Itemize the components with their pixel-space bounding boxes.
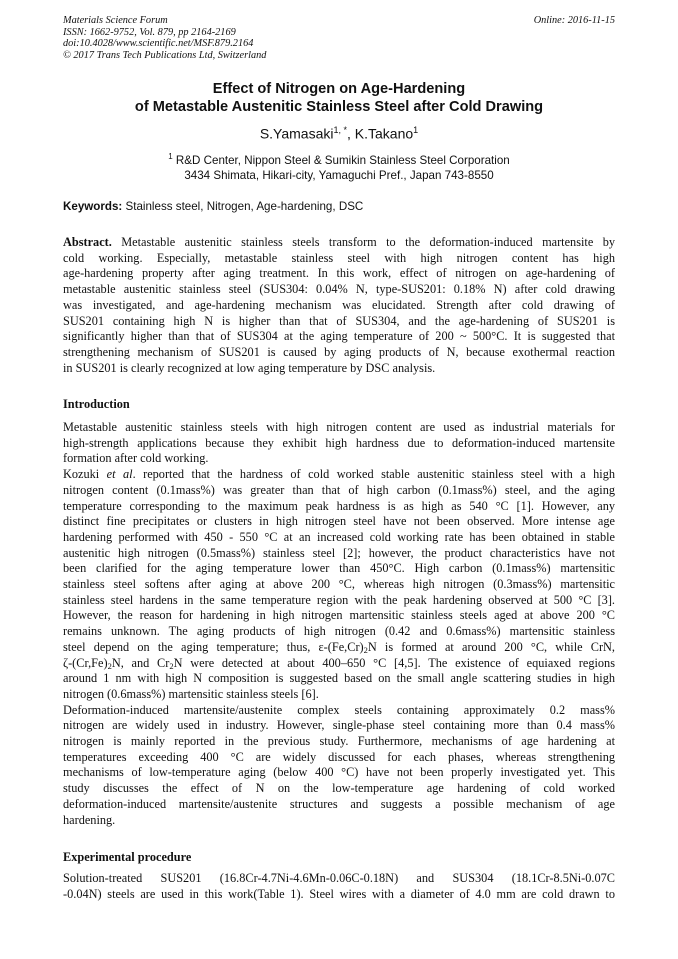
- copyright-line: © 2017 Trans Tech Publications Ltd, Switzerland: [63, 49, 267, 61]
- introduction-body: [63, 420, 615, 828]
- intro-line: steel depend on the aging temperature; thus, $\varepsilon-(Fe,Cr)_2N$ is formed at around 200 °C, while CrN,: [63, 639, 615, 655]
- issn-line: ISSN: 1662-9752, Vol. 879, pp 2164-2169: [63, 26, 236, 38]
- intro-line: nitrogen content (0.1mass%) was greater than that of high carbon (0.1mass%) steel, and the aging: [63, 482, 615, 497]
- title-line-1: Effect of Nitrogen on Age-Hardening: [212, 81, 466, 97]
- intro-line: around 1 nm with high N composition is suggested based on the small angle scattering studies in high: [63, 671, 615, 686]
- intro-line: Metastable austenitic stainless steels with high nitrogen content are used as industrial materials for: [63, 420, 615, 434]
- journal-header: [63, 15, 266, 61]
- intro-line: nitrogen is mainly reported in the previous study. Furthermore, mechanisms of age hardening at: [63, 734, 615, 749]
- online-date: Online: 2016-11-15: [533, 15, 615, 26]
- author-1-affil-mark: 1, *: [333, 125, 347, 135]
- intro-line: remains unknown. The aging products of high nitrogen (0.42 and 0.6mass%) martensitic stainless: [63, 624, 615, 639]
- intro-line: high-strength applications because they exhibit high hardness due to deformation-induced martensite: [63, 435, 615, 450]
- intro-line: study discusses the effect of N on the low-temperature age hardening of cold worked: [63, 781, 615, 796]
- exp-line: Solution-treated SUS201 (16.8Cr-4.7Ni-4.6Mn-0.06C-0.18N) and SUS304 (18.1Cr-8.5Ni-0.07C: [63, 871, 615, 885]
- intro-line: temperature corresponding to the maximum peak hardness is as high as 540 °C [1]. However, any: [63, 498, 615, 513]
- abstract-line: in SUS201 is clearly recognized at low aging temperature by DSC analysis.: [63, 360, 436, 375]
- affil-mark: 1: [168, 152, 173, 161]
- intro-line: stainless steel hardens in the same temperature region with the peak hardening observed at 500 °C [3].: [63, 592, 615, 607]
- section-heading-introduction: Introduction: [63, 397, 130, 411]
- paper-title: [40, 80, 638, 116]
- keywords: [63, 199, 615, 214]
- intro-line: mechanisms of low-temperature aging (below 400 °C) have not been properly investigated yet. This: [63, 765, 615, 780]
- intro-line: hardening.: [63, 812, 116, 827]
- abstract-line: Abstract. Metastable austenitic stainless steels transform to the deformation-induced martensite by: [63, 235, 615, 249]
- title-line-2: of Metastable Austenitic Stainless Steel after Cold Drawing: [134, 99, 544, 115]
- abstract-label: Abstract.: [63, 235, 112, 249]
- abstract-line: significantly higher than that of SUS304 at the aging temperature of 200 ~ 500°C. It is suggested that: [63, 329, 615, 344]
- etal-italic: et al: [106, 467, 133, 482]
- intro-line: Kozuki et al. reported that the hardness of cold worked stable austenitic stainless steel with a high: [63, 467, 616, 482]
- author-2[interactable]: K.Takano: [354, 125, 414, 142]
- intro-line: distinct fine precipitates or clusters in high nitrogen steel have not been observed. More intense age: [63, 514, 615, 529]
- keywords-text: Stainless steel, Nitrogen, Age-hardening, DSC: [122, 200, 364, 213]
- intro-line: hardening performed with 450 - 550 °C at an increased cold working rate has been obtained in stable: [63, 529, 615, 544]
- intro-line: nitrogen are widely used in industry. However, single-phase steel containing more than 0.4 mass%: [63, 718, 615, 733]
- author-2-affil-mark: 1: [413, 125, 419, 135]
- intro-line: temperatures exceeding 400 °C are widely discussed for each phases, whereas strengthening: [63, 749, 615, 764]
- abstract-line: SUS201 containing high N is higher than that of SUS304, and the age-hardening of SUS201 is: [63, 313, 615, 328]
- abstract-line: metastable austenitic stainless steel (SUS304: 0.04% N, type-SUS201: 0.18% N) after cold drawing: [63, 282, 615, 297]
- author-1[interactable]: S.Yamasaki: [259, 125, 334, 142]
- author-list: [40, 121, 638, 143]
- journal-name: Materials Science Forum: [63, 15, 168, 26]
- experimental-body: [63, 871, 615, 902]
- exp-line: -0.04N) steels are used in this work(Table 1). Steel wires with a diameter of 4.0 mm are cold drawn to: [63, 886, 615, 901]
- intro-line: nitrogen (0.6mass%) martensitic stainless steels [6].: [63, 686, 319, 701]
- affil-line-1: R&D Center, Nippon Steel & Sumikin Stainless Steel Corporation: [172, 153, 510, 167]
- intro-line: Deformation-induced martensite/austenite complex steels containing approximately 0.2 mass%: [63, 702, 615, 717]
- author-separator: ,: [347, 125, 355, 142]
- abstract-line: was investigated, and age-hardening mechanism was elucidated. Strength after cold drawing of: [63, 297, 615, 312]
- intro-line: formation after cold working.: [63, 451, 209, 466]
- abstract: [63, 235, 615, 376]
- doi-line[interactable]: doi:10.4028/www.scientific.net/MSF.879.2164: [63, 38, 254, 50]
- abstract-line: age-hardening property after aging treatment. In this work, effect of nitrogen on age-hardening of: [63, 266, 615, 281]
- intro-line: $\zeta-(Cr,Fe)_2N$, and $Cr_2N$ were detected at about 400–650 °C [4,5]. The existence of equiaxed regions: [63, 655, 615, 671]
- intro-line: deformation-induced martensite/austenite structures and suggests a possible mechanism of age: [63, 796, 615, 811]
- intro-line: austenitic high nitrogen (0.5mass%) stainless steel [2]; however, the product characteristics have not: [63, 545, 615, 560]
- intro-line: stainless steel softens after aging at above 200 °C, whereas high nitrogen (0.3mass%) martensitic: [63, 577, 615, 592]
- section-heading-experimental: Experimental procedure: [63, 850, 192, 864]
- affil-line-2: 3434 Shimata, Hikari-city, Yamaguchi Pref., Japan 743-8550: [184, 168, 494, 182]
- abstract-line: strengthening mechanism of SUS201 is caused by aging products of N, because exothermal reaction: [63, 344, 615, 359]
- affiliation: [40, 149, 638, 183]
- abstract-line: cold working. Especially, metastable stainless steel with high nitrogen content has high: [63, 250, 615, 265]
- keywords-label: Keywords:: [63, 200, 123, 213]
- intro-line: been clarified for the aging temperature lower than 450°C. High carbon (0.1mass%) martensitic: [63, 561, 615, 576]
- intro-line: However, the reason for hardening in high nitrogen martensitic stainless steels aged at above 200 °C: [63, 608, 615, 623]
